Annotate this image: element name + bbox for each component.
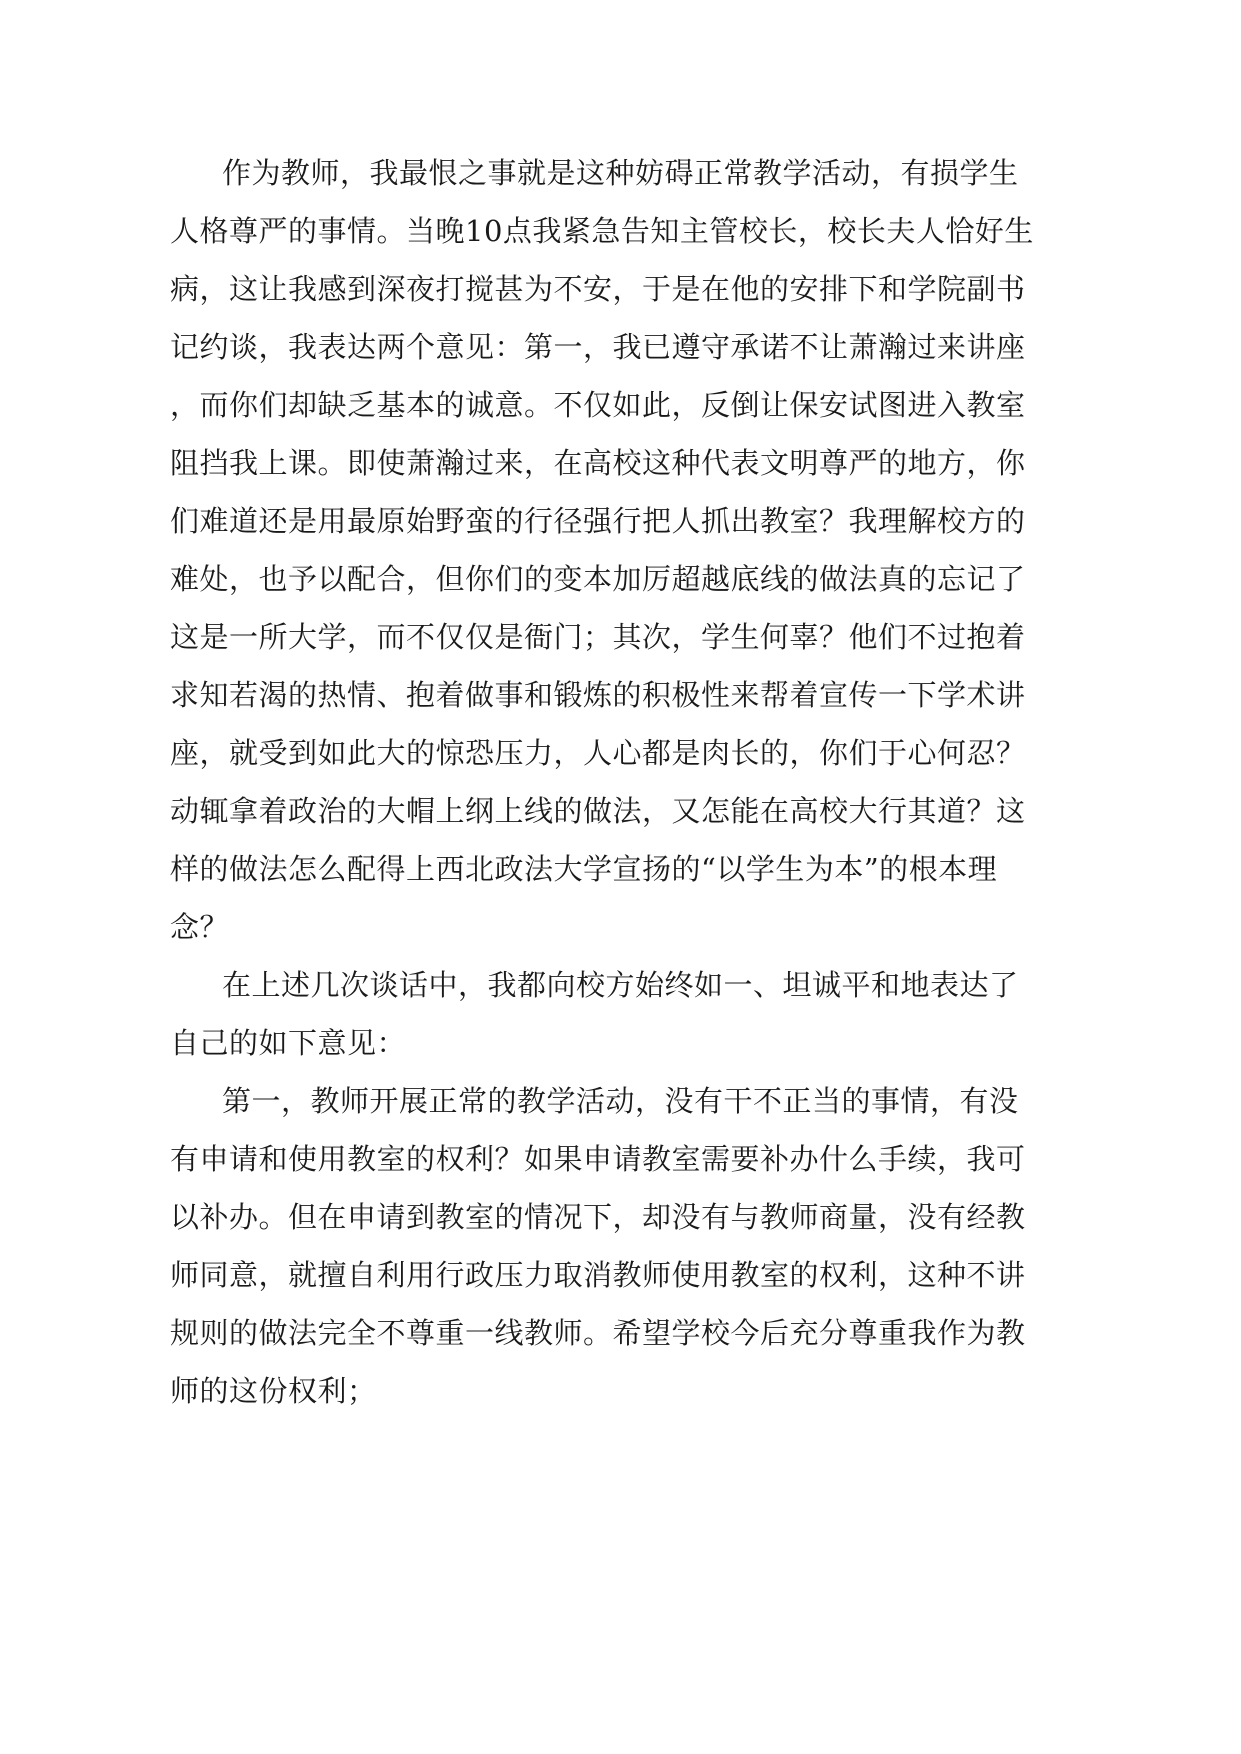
- text-line: 在上述几次谈话中，我都向校方始终如一、坦诚平和地表达了: [222, 968, 1019, 1002]
- text-line: 样的做法怎么配得上西北政法大学宣扬的“以学生为本”的根本理: [170, 852, 998, 886]
- text-line: 座，就受到如此大的惊恐压力，人心都是肉长的，你们于心何忍？: [170, 736, 1026, 770]
- text-line: 师的这份权利；: [170, 1374, 377, 1408]
- text-line: 自己的如下意见：: [170, 1026, 407, 1060]
- text-line: 有申请和使用教室的权利？如果申请教室需要补办什么手续，我可: [170, 1142, 1026, 1176]
- text-line: 求知若渴的热情、抱着做事和锻炼的积极性来帮着宣传一下学术讲: [170, 678, 1026, 712]
- text-line: 动辄拿着政治的大帽上纲上线的做法，又怎能在高校大行其道？这: [170, 794, 1026, 828]
- text-line: 念？: [170, 910, 230, 944]
- text-line: 们难道还是用最原始野蛮的行径强行把人抓出教室？我理解校方的: [170, 504, 1026, 538]
- text-line: 人格尊严的事情。当晚10点我紧急告知主管校长，校长夫人恰好生: [170, 214, 1034, 248]
- text-line: 以补办。但在申请到教室的情况下，却没有与教师商量，没有经教: [170, 1200, 1026, 1234]
- text-line: 难处，也予以配合，但你们的变本加厉超越底线的做法真的忘记了: [170, 562, 1026, 596]
- text-line: 记约谈，我表达两个意见：第一，我已遵守承诺不让萧瀚过来讲座: [170, 330, 1026, 364]
- text-line: 规则的做法完全不尊重一线教师。希望学校今后充分尊重我作为教: [170, 1316, 1026, 1350]
- text-line: 作为教师，我最恨之事就是这种妨碍正常教学活动，有损学生: [222, 156, 1019, 190]
- text-line: 这是一所大学，而不仅仅是衙门；其次，学生何辜？他们不过抱着: [170, 620, 1026, 654]
- text-line: 病，这让我感到深夜打搅甚为不安，于是在他的安排下和学院副书: [170, 272, 1026, 306]
- text-line: ，而你们却缺乏基本的诚意。不仅如此，反倒让保安试图进入教室: [170, 388, 1026, 422]
- text-line: 师同意，就擅自利用行政压力取消教师使用教室的权利，这种不讲: [170, 1258, 1026, 1292]
- text-line: 阻挡我上课。即使萧瀚过来，在高校这种代表文明尊严的地方，你: [170, 446, 1026, 480]
- text-line: 第一，教师开展正常的教学活动，没有干不正当的事情，有没: [222, 1084, 1019, 1118]
